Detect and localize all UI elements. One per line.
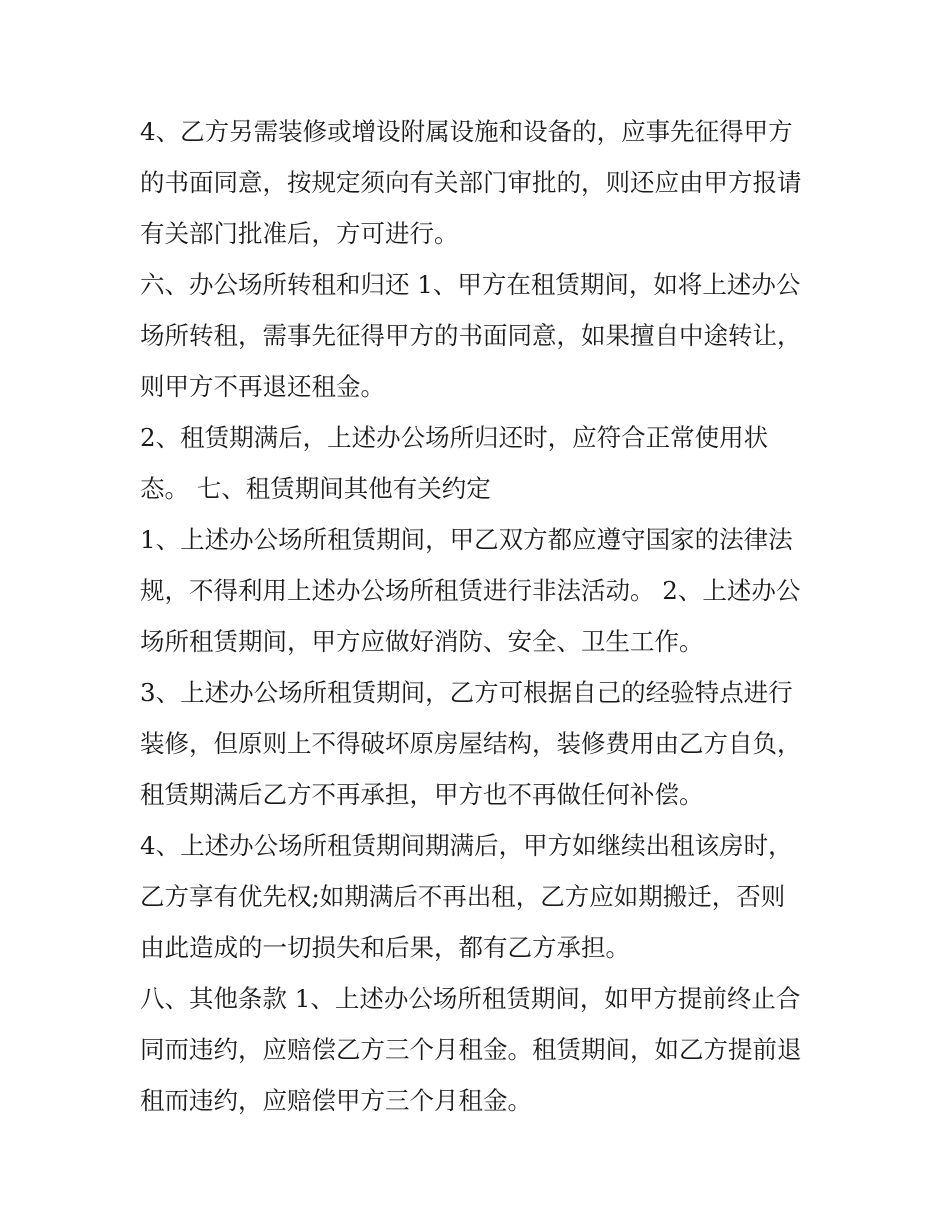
paragraph-section-8-other-terms: [140, 973, 820, 1126]
text-line: 由此造成的一切损失和后果，都有乙方承担。: [140, 933, 630, 962]
text-line: 规，不得利用上述办公场所租赁进行非法活动。 2、上述办公: [140, 576, 801, 605]
text-line: 场所租赁期间，甲方应做好消防、安全、卫生工作。: [140, 627, 704, 656]
text-line: 租赁期满后乙方不再承担，甲方也不再做任何补偿。: [140, 780, 704, 809]
text-line: 乙方享有优先权;如期满后不再出租，乙方应如期搬迁，否则: [140, 882, 786, 911]
text-line: 装修，但原则上不得破坏原房屋结构，装修费用由乙方自负，: [140, 729, 802, 758]
text-line: 2、租赁期满后，上述办公场所归还时，应符合正常使用状: [140, 423, 769, 452]
text-line: 3、上述办公场所租赁期间，乙方可根据自己的经验特点进行: [140, 678, 793, 707]
paragraph-clause-3-decoration: [140, 667, 820, 820]
text-line: 4、上述办公场所租赁期间期满后，甲方如继续出租该房时，: [140, 831, 793, 860]
text-line: 同而违约，应赔偿乙方三个月租金。租赁期间，如乙方提前退: [140, 1035, 802, 1064]
text-line: 八、其他条款 1、上述办公场所租赁期间，如甲方提前终止合: [140, 984, 801, 1013]
document-body: [140, 106, 820, 1126]
text-line: 4、乙方另需装修或增设附属设施和设备的，应事先征得甲方: [140, 117, 793, 146]
text-line: 态。 七、租赁期间其他有关约定: [140, 474, 491, 503]
text-line: 场所转租，需事先征得甲方的书面同意，如果擅自中途转让，: [140, 321, 802, 350]
text-line: 租而违约，应赔偿甲方三个月租金。: [140, 1086, 532, 1115]
text-line: 1、上述办公场所租赁期间，甲乙双方都应遵守国家的法律法: [140, 525, 793, 554]
paragraph-clause-4-renovation: [140, 106, 820, 259]
paragraph-clause-4-priority: [140, 820, 820, 973]
text-line: 则甲方不再退还租金。: [140, 372, 385, 401]
text-line: 六、办公场所转租和归还 1、甲方在租赁期间，如将上述办公: [140, 270, 801, 299]
paragraph-section-6-sublease: [140, 259, 820, 412]
paragraph-clause-2-return: [140, 412, 820, 514]
text-line: 的书面同意，按规定须向有关部门审批的，则还应由甲方报请: [140, 168, 802, 197]
text-line: 有关部门批准后，方可进行。: [140, 219, 459, 248]
paragraph-clause-1-law: [140, 514, 820, 667]
